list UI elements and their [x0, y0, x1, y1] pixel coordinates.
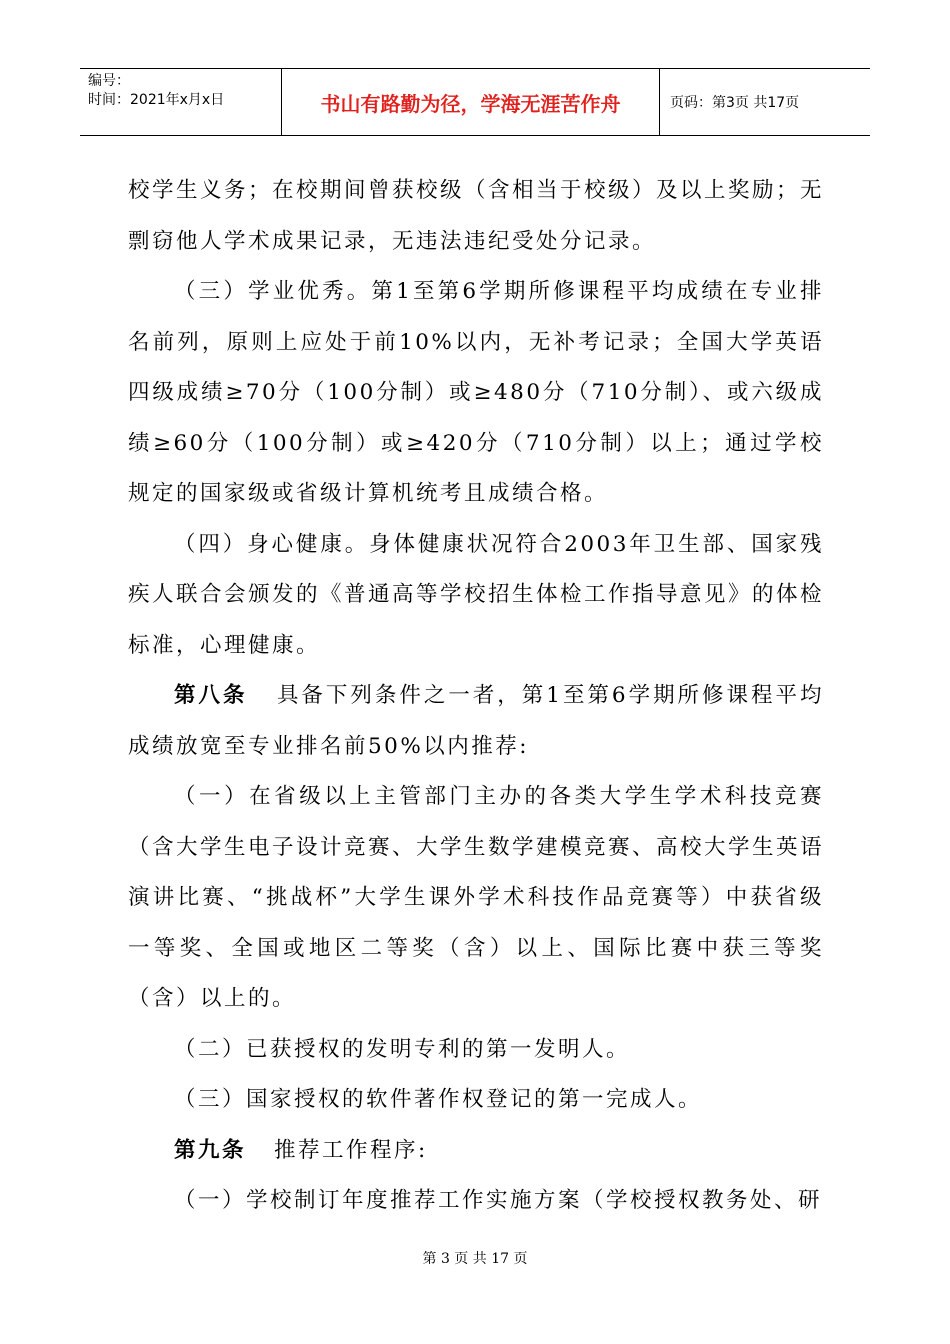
- header-motto: 书山有路勤为径，学海无涯苦作舟: [282, 69, 660, 135]
- article-eight: [128, 671, 824, 772]
- paragraph-procedure-1: （一）学校制订年度推荐工作实施方案（学校授权教务处、研: [174, 1188, 823, 1213]
- paragraph-health: （四）身心健康。身体健康状况符合2003年卫生部、国家残疾人联合会颁发的《普通高等学校招生体检工作指导意见》的体检标准，心理健康。: [128, 531, 825, 658]
- article-eight-text: 具备下列条件之一者，第1至第6学期所修课程平均成绩放宽至专业排名前50%以内推荐:: [128, 683, 824, 759]
- page-footer: 第 3 页 共 17 页: [422, 1251, 528, 1267]
- paragraph-software: （三）国家授权的软件著作权登记的第一完成人。: [174, 1087, 703, 1112]
- paragraph-continuation: 校学生义务；在校期间曾获校级（含相当于校级）及以上奖励；无剽窃他人学术成果记录，无违法违纪受处分记录。: [128, 178, 825, 254]
- time-label: 时间：2021年x月x日: [88, 92, 225, 108]
- article-nine-text: 推荐工作程序:: [274, 1137, 428, 1163]
- article-nine-heading: 第九条: [174, 1137, 247, 1163]
- paragraph-academic: （三）学业优秀。第1至第6学期所修课程平均成绩在专业排名前列，原则上应处于前10%以内，无补考记录；全国大学英语四级成绩≥70分（100分制）或≥480分（710分制）、或六级成绩≥60分（100分制）或≥420分（710分制）以上；通过学校规定的国家级或省级计算机统考且成绩合格。: [128, 279, 824, 506]
- paragraph-competition: （一）在省级以上主管部门主办的各类大学生学术科技竞赛（含大学生电子设计竞赛、大学生数学建模竞赛、高校大学生英语演讲比赛、“挑战杯”大学生课外学术科技作品竞赛等）中获省级一等奖、全国或地区二等奖（含）以上、国际比赛中获三等奖（含）以上的。: [128, 784, 825, 1011]
- page-header: [80, 68, 870, 136]
- article-nine: [128, 1126, 824, 1177]
- paragraph-patent: （二）已获授权的发明专利的第一发明人。: [174, 1036, 631, 1062]
- header-meta: [80, 69, 282, 135]
- document-body: [128, 166, 824, 1227]
- number-label: 编号：: [88, 73, 130, 89]
- header-page-info: 页码：第3页 共17页: [670, 95, 800, 111]
- article-eight-heading: 第八条: [174, 683, 248, 708]
